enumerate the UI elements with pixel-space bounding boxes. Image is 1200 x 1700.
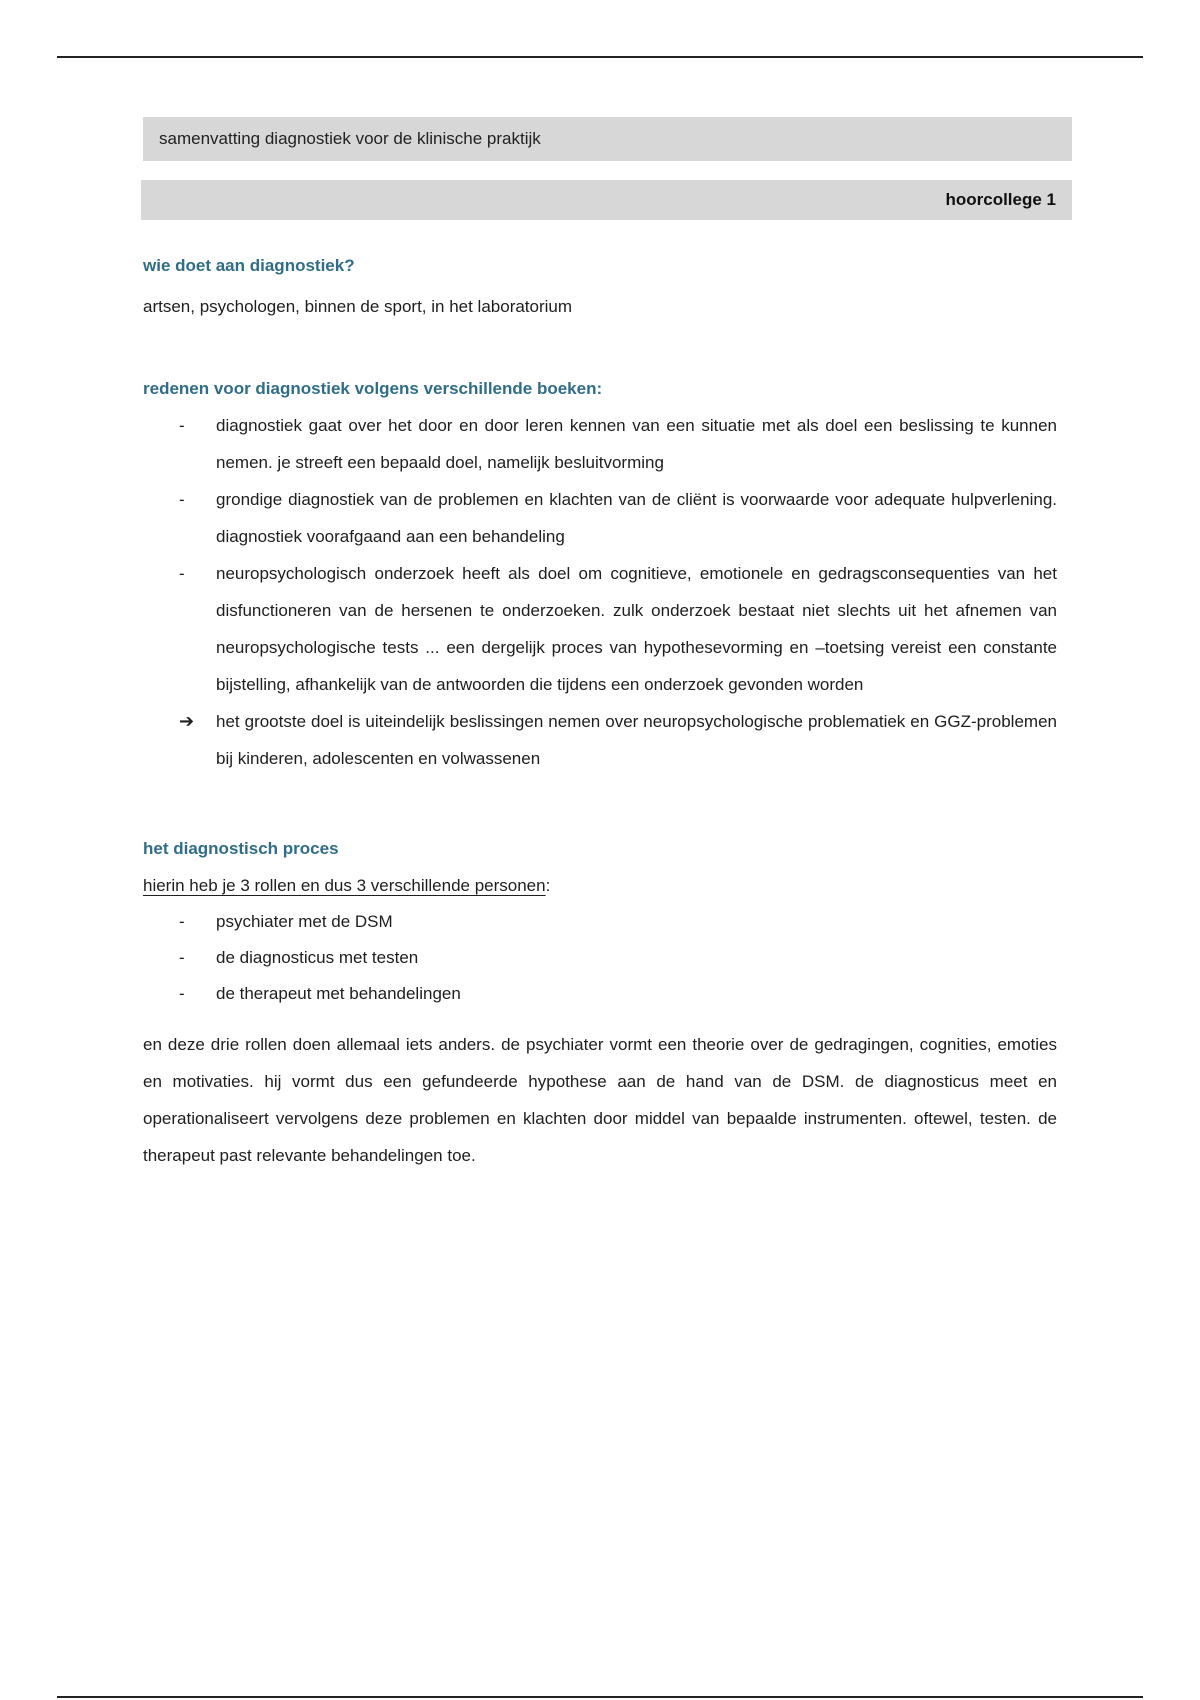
- document-title-bar: [143, 117, 1072, 161]
- dash-bullet: -: [179, 490, 185, 509]
- dash-bullet: -: [179, 948, 185, 967]
- dash-bullet: -: [179, 912, 185, 931]
- list-item-text: neuropsychologisch onderzoek heeft als doel om cognitieve, emotionele en gedragsconsequenties van het disfunctioneren van de hersenen te onderzoeken. zulk onderzoek bestaat niet slechts uit het afnemen van neuropsychologische tests ... een dergelijk proces van hypothesevorming en –toetsing vereist een constante bijstelling, afhankelijk van de antwoorden die tijdens een onderzoek gevonden worden: [216, 564, 1057, 694]
- role-text: psychiater met de DSM: [216, 912, 393, 931]
- list-item-text: diagnostiek gaat over het door en door leren kennen van een situatie met als doel een beslissing te kunnen nemen. je streeft een bepaald doel, namelijk besluitvorming: [216, 416, 1057, 472]
- lecture-header-bar: [141, 180, 1072, 220]
- dash-bullet: -: [179, 416, 185, 435]
- reasons-list: [143, 407, 1072, 777]
- list-item: [143, 481, 1072, 555]
- document-body: [143, 117, 1072, 1174]
- who-text: artsen, psychologen, binnen de sport, in het laboratorium: [143, 297, 573, 316]
- role-text: de therapeut met behandelingen: [216, 984, 461, 1003]
- process-intro-suffix: :: [545, 876, 551, 895]
- list-item: [143, 407, 1072, 481]
- role-text: de diagnosticus met testen: [216, 948, 419, 967]
- list-item: [143, 904, 1072, 940]
- page-top-rule: [57, 56, 1143, 58]
- heading-who: wie doet aan diagnostiek?: [143, 256, 355, 275]
- page-bottom-rule: [57, 1696, 1143, 1698]
- process-summary: en deze drie rollen doen allemaal iets anders. de psychiater vormt een theorie over de gedragingen, cognities, emoties en motivaties. hij vormt dus een gefundeerde hypothese aan de hand van de DSM. de diagnosticus meet en operationaliseert vervolgens deze problemen en klachten door middel van bepaalde instrumenten. oftewel, testen. de therapeut past relevante behandelingen toe.: [143, 1035, 1057, 1165]
- process-intro-underlined: hierin heb je 3 rollen en dus 3 verschillende personen: [143, 876, 546, 895]
- process-intro: [143, 867, 1072, 904]
- dash-bullet: -: [179, 564, 185, 583]
- arrow-right-icon: ➔: [179, 711, 195, 731]
- document-title: samenvatting diagnostiek voor de klinische praktijk: [159, 129, 541, 148]
- list-item-text: het grootste doel is uiteindelijk beslissingen nemen over neuropsychologische problematiek en GGZ-problemen bij kinderen, adolescenten en volwassenen: [216, 712, 1057, 768]
- heading-reasons: redenen voor diagnostiek volgens verschillende boeken:: [143, 379, 603, 398]
- lecture-label: hoorcollege 1: [945, 190, 1056, 209]
- list-item: [143, 940, 1072, 976]
- list-item: [143, 555, 1072, 703]
- roles-list: [143, 904, 1072, 1012]
- list-item: [143, 703, 1072, 777]
- list-item: [143, 976, 1072, 1012]
- dash-bullet: -: [179, 984, 185, 1003]
- heading-process: het diagnostisch proces: [143, 839, 339, 858]
- list-item-text: grondige diagnostiek van de problemen en klachten van de cliënt is voorwaarde voor adequate hulpverlening. diagnostiek voorafgaand aan een behandeling: [216, 490, 1057, 546]
